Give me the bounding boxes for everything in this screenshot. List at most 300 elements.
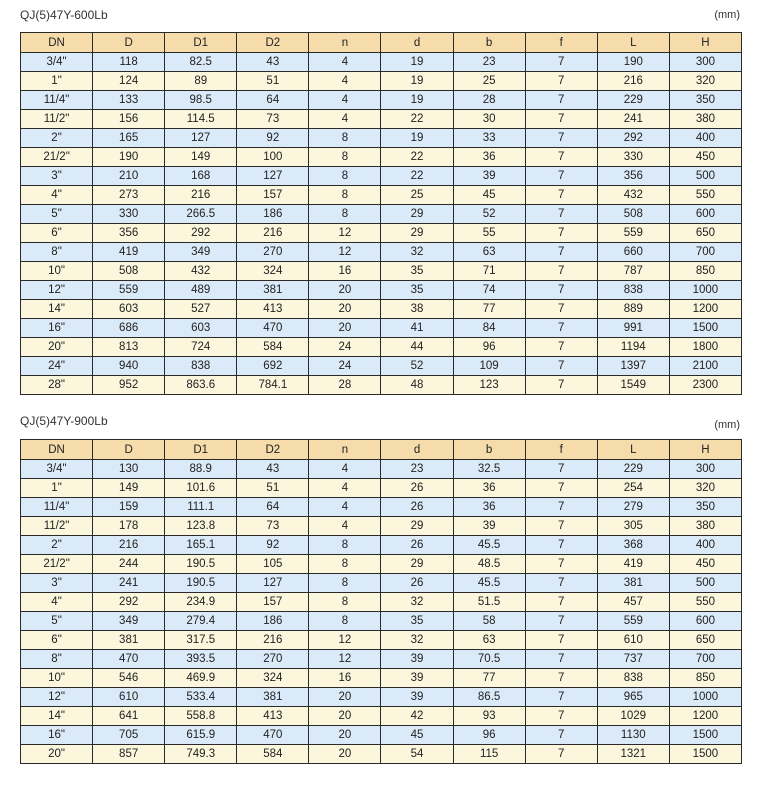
cell-dn: 5"	[21, 205, 93, 224]
table-row	[21, 262, 742, 281]
cell-d: 244	[93, 555, 165, 574]
cell-d1: 317.5	[165, 631, 237, 650]
cell-dn: 12"	[21, 688, 93, 707]
cell-f: 7	[525, 536, 597, 555]
table-row	[21, 688, 742, 707]
cell-n: 20	[309, 726, 381, 745]
cell-dn: 20"	[21, 745, 93, 764]
cell-d1: 168	[165, 167, 237, 186]
cell-d1: 393.5	[165, 650, 237, 669]
table-row	[21, 300, 742, 319]
cell-d2: 157	[237, 593, 309, 612]
cell-h: 700	[669, 650, 741, 669]
cell-dn: 5"	[21, 612, 93, 631]
cell-b: 36	[453, 498, 525, 517]
cell-d: 22	[381, 110, 453, 129]
table-header-row	[21, 440, 742, 460]
cell-d: 22	[381, 148, 453, 167]
cell-d: 349	[93, 612, 165, 631]
column-header-l: L	[597, 33, 669, 53]
cell-f: 7	[525, 53, 597, 72]
cell-d1: 838	[165, 357, 237, 376]
cell-f: 7	[525, 72, 597, 91]
cell-f: 7	[525, 243, 597, 262]
cell-b: 93	[453, 707, 525, 726]
cell-d: 165	[93, 129, 165, 148]
cell-dn: 4"	[21, 186, 93, 205]
cell-d: 610	[93, 688, 165, 707]
cell-d1: 216	[165, 186, 237, 205]
table-row	[21, 53, 742, 72]
cell-d1: 469.9	[165, 669, 237, 688]
column-header-n: n	[309, 33, 381, 53]
cell-l: 279	[597, 498, 669, 517]
cell-dn: 3/4"	[21, 460, 93, 479]
cell-d2: 157	[237, 186, 309, 205]
cell-l: 660	[597, 243, 669, 262]
cell-b: 32.5	[453, 460, 525, 479]
cell-h: 500	[669, 574, 741, 593]
cell-n: 20	[309, 745, 381, 764]
cell-l: 292	[597, 129, 669, 148]
cell-d: 35	[381, 612, 453, 631]
cell-d: 22	[381, 167, 453, 186]
cell-d2: 413	[237, 707, 309, 726]
cell-l: 610	[597, 631, 669, 650]
cell-d: 546	[93, 669, 165, 688]
cell-d: 292	[93, 593, 165, 612]
table-row	[21, 91, 742, 110]
cell-f: 7	[525, 167, 597, 186]
table-row	[21, 376, 742, 395]
cell-d1: 558.8	[165, 707, 237, 726]
cell-d2: 413	[237, 300, 309, 319]
cell-l: 1321	[597, 745, 669, 764]
cell-dn: 6"	[21, 224, 93, 243]
table-row	[21, 357, 742, 376]
cell-d: 686	[93, 319, 165, 338]
cell-f: 7	[525, 745, 597, 764]
cell-d: 26	[381, 498, 453, 517]
cell-d: 381	[93, 631, 165, 650]
spec-table-600lb	[20, 32, 742, 395]
cell-b: 39	[453, 517, 525, 536]
column-header-b: b	[453, 440, 525, 460]
cell-d: 356	[93, 224, 165, 243]
cell-f: 7	[525, 631, 597, 650]
cell-d: 44	[381, 338, 453, 357]
cell-d1: 349	[165, 243, 237, 262]
cell-l: 508	[597, 205, 669, 224]
cell-d2: 470	[237, 319, 309, 338]
cell-l: 305	[597, 517, 669, 536]
cell-f: 7	[525, 186, 597, 205]
cell-h: 1200	[669, 300, 741, 319]
cell-d1: 533.4	[165, 688, 237, 707]
cell-l: 965	[597, 688, 669, 707]
cell-n: 4	[309, 498, 381, 517]
cell-d: 39	[381, 688, 453, 707]
cell-h: 300	[669, 53, 741, 72]
table-row	[21, 110, 742, 129]
cell-dn: 16"	[21, 319, 93, 338]
cell-l: 838	[597, 669, 669, 688]
cell-d: 241	[93, 574, 165, 593]
cell-d: 19	[381, 72, 453, 91]
cell-d: 42	[381, 707, 453, 726]
cell-n: 20	[309, 688, 381, 707]
cell-d: 32	[381, 593, 453, 612]
cell-b: 48.5	[453, 555, 525, 574]
cell-f: 7	[525, 148, 597, 167]
cell-f: 7	[525, 650, 597, 669]
cell-f: 7	[525, 205, 597, 224]
cell-dn: 28"	[21, 376, 93, 395]
cell-d: 38	[381, 300, 453, 319]
cell-f: 7	[525, 517, 597, 536]
cell-d2: 216	[237, 631, 309, 650]
cell-dn: 3"	[21, 167, 93, 186]
cell-n: 4	[309, 479, 381, 498]
cell-h: 1000	[669, 688, 741, 707]
cell-d2: 186	[237, 205, 309, 224]
cell-dn: 8"	[21, 650, 93, 669]
cell-n: 12	[309, 631, 381, 650]
cell-d1: 527	[165, 300, 237, 319]
cell-dn: 11/4"	[21, 498, 93, 517]
cell-n: 4	[309, 110, 381, 129]
cell-dn: 11/4"	[21, 91, 93, 110]
cell-d2: 64	[237, 91, 309, 110]
cell-n: 4	[309, 460, 381, 479]
cell-d1: 127	[165, 129, 237, 148]
cell-d1: 101.6	[165, 479, 237, 498]
cell-h: 850	[669, 262, 741, 281]
cell-b: 28	[453, 91, 525, 110]
cell-n: 8	[309, 574, 381, 593]
table-row	[21, 593, 742, 612]
cell-d: 25	[381, 186, 453, 205]
cell-f: 7	[525, 555, 597, 574]
cell-d2: 51	[237, 72, 309, 91]
cell-d1: 292	[165, 224, 237, 243]
cell-b: 77	[453, 300, 525, 319]
cell-dn: 21/2"	[21, 555, 93, 574]
column-header-d: D	[93, 440, 165, 460]
cell-d: 149	[93, 479, 165, 498]
cell-d1: 266.5	[165, 205, 237, 224]
cell-h: 320	[669, 479, 741, 498]
cell-h: 600	[669, 205, 741, 224]
cell-d2: 73	[237, 110, 309, 129]
cell-f: 7	[525, 707, 597, 726]
cell-h: 1500	[669, 745, 741, 764]
cell-d: 559	[93, 281, 165, 300]
cell-b: 96	[453, 338, 525, 357]
cell-d: 26	[381, 536, 453, 555]
cell-d1: 89	[165, 72, 237, 91]
cell-h: 1500	[669, 726, 741, 745]
table-row	[21, 536, 742, 555]
cell-b: 23	[453, 53, 525, 72]
table-row	[21, 726, 742, 745]
cell-h: 700	[669, 243, 741, 262]
cell-dn: 10"	[21, 262, 93, 281]
cell-d1: 279.4	[165, 612, 237, 631]
cell-d1: 82.5	[165, 53, 237, 72]
cell-f: 7	[525, 612, 597, 631]
cell-f: 7	[525, 300, 597, 319]
cell-d1: 190.5	[165, 574, 237, 593]
cell-d: 216	[93, 536, 165, 555]
cell-b: 63	[453, 631, 525, 650]
cell-h: 550	[669, 186, 741, 205]
cell-d: 603	[93, 300, 165, 319]
table-row	[21, 129, 742, 148]
table-row	[21, 498, 742, 517]
column-header-d1: D1	[165, 440, 237, 460]
cell-d1: 432	[165, 262, 237, 281]
cell-d: 124	[93, 72, 165, 91]
cell-h: 2300	[669, 376, 741, 395]
cell-b: 63	[453, 243, 525, 262]
cell-l: 1549	[597, 376, 669, 395]
cell-d1: 149	[165, 148, 237, 167]
cell-h: 400	[669, 536, 741, 555]
table-row	[21, 205, 742, 224]
column-header-f: f	[525, 33, 597, 53]
cell-d2: 324	[237, 262, 309, 281]
cell-d1: 724	[165, 338, 237, 357]
cell-d: 705	[93, 726, 165, 745]
cell-l: 419	[597, 555, 669, 574]
cell-l: 432	[597, 186, 669, 205]
cell-n: 16	[309, 669, 381, 688]
cell-d2: 324	[237, 669, 309, 688]
cell-l: 241	[597, 110, 669, 129]
column-header-h: H	[669, 440, 741, 460]
cell-n: 4	[309, 91, 381, 110]
cell-d2: 64	[237, 498, 309, 517]
table-row	[21, 281, 742, 300]
cell-n: 12	[309, 650, 381, 669]
cell-n: 8	[309, 536, 381, 555]
cell-d2: 127	[237, 167, 309, 186]
cell-n: 12	[309, 243, 381, 262]
cell-l: 254	[597, 479, 669, 498]
cell-dn: 11/2"	[21, 517, 93, 536]
cell-n: 8	[309, 167, 381, 186]
cell-d: 29	[381, 517, 453, 536]
column-header-d2: D2	[237, 440, 309, 460]
spec-table-900lb	[20, 439, 742, 764]
cell-l: 1397	[597, 357, 669, 376]
cell-d2: 92	[237, 536, 309, 555]
cell-h: 380	[669, 110, 741, 129]
cell-d2: 470	[237, 726, 309, 745]
table-header-row	[21, 33, 742, 53]
cell-d1: 749.3	[165, 745, 237, 764]
cell-f: 7	[525, 593, 597, 612]
cell-d: 32	[381, 631, 453, 650]
cell-n: 20	[309, 319, 381, 338]
cell-d: 952	[93, 376, 165, 395]
cell-h: 850	[669, 669, 741, 688]
cell-h: 550	[669, 593, 741, 612]
cell-b: 58	[453, 612, 525, 631]
cell-d: 190	[93, 148, 165, 167]
cell-d: 273	[93, 186, 165, 205]
cell-dn: 4"	[21, 593, 93, 612]
cell-l: 190	[597, 53, 669, 72]
cell-n: 8	[309, 129, 381, 148]
cell-d2: 127	[237, 574, 309, 593]
cell-d: 156	[93, 110, 165, 129]
cell-dn: 14"	[21, 707, 93, 726]
cell-d1: 234.9	[165, 593, 237, 612]
cell-d: 54	[381, 745, 453, 764]
cell-n: 8	[309, 148, 381, 167]
cell-h: 350	[669, 498, 741, 517]
cell-f: 7	[525, 460, 597, 479]
cell-d2: 216	[237, 224, 309, 243]
cell-d: 39	[381, 650, 453, 669]
cell-d1: 165.1	[165, 536, 237, 555]
cell-d: 470	[93, 650, 165, 669]
cell-d: 29	[381, 555, 453, 574]
cell-h: 380	[669, 517, 741, 536]
cell-d: 133	[93, 91, 165, 110]
cell-f: 7	[525, 669, 597, 688]
cell-d: 23	[381, 460, 453, 479]
cell-d: 178	[93, 517, 165, 536]
cell-b: 84	[453, 319, 525, 338]
cell-d1: 603	[165, 319, 237, 338]
column-header-h: H	[669, 33, 741, 53]
cell-d: 159	[93, 498, 165, 517]
cell-n: 4	[309, 72, 381, 91]
column-header-l: L	[597, 440, 669, 460]
cell-d2: 381	[237, 688, 309, 707]
cell-f: 7	[525, 479, 597, 498]
cell-h: 350	[669, 91, 741, 110]
cell-d: 330	[93, 205, 165, 224]
cell-d: 19	[381, 91, 453, 110]
cell-d: 813	[93, 338, 165, 357]
table-row	[21, 167, 742, 186]
column-header-d: d	[381, 440, 453, 460]
cell-l: 889	[597, 300, 669, 319]
table-row	[21, 338, 742, 357]
cell-l: 229	[597, 91, 669, 110]
table-900lb-unit: (mm)	[714, 419, 740, 431]
cell-dn: 21/2"	[21, 148, 93, 167]
cell-b: 45	[453, 186, 525, 205]
cell-d: 508	[93, 262, 165, 281]
table-row	[21, 460, 742, 479]
cell-b: 33	[453, 129, 525, 148]
cell-d: 48	[381, 376, 453, 395]
cell-d2: 270	[237, 650, 309, 669]
cell-d2: 186	[237, 612, 309, 631]
cell-n: 28	[309, 376, 381, 395]
cell-l: 356	[597, 167, 669, 186]
column-header-d: D	[93, 33, 165, 53]
cell-d2: 51	[237, 479, 309, 498]
cell-l: 559	[597, 612, 669, 631]
table-row	[21, 612, 742, 631]
cell-b: 70.5	[453, 650, 525, 669]
cell-b: 52	[453, 205, 525, 224]
cell-h: 320	[669, 72, 741, 91]
table-row	[21, 72, 742, 91]
cell-l: 1130	[597, 726, 669, 745]
cell-d: 210	[93, 167, 165, 186]
cell-f: 7	[525, 498, 597, 517]
cell-d2: 73	[237, 517, 309, 536]
cell-f: 7	[525, 129, 597, 148]
cell-b: 51.5	[453, 593, 525, 612]
cell-b: 55	[453, 224, 525, 243]
column-header-dn: DN	[21, 33, 93, 53]
cell-b: 36	[453, 479, 525, 498]
table-row	[21, 517, 742, 536]
cell-d1: 98.5	[165, 91, 237, 110]
cell-d2: 43	[237, 53, 309, 72]
cell-dn: 2"	[21, 536, 93, 555]
cell-d2: 92	[237, 129, 309, 148]
table-row	[21, 669, 742, 688]
column-header-n: n	[309, 440, 381, 460]
cell-h: 450	[669, 555, 741, 574]
cell-l: 216	[597, 72, 669, 91]
column-header-d: d	[381, 33, 453, 53]
cell-f: 7	[525, 688, 597, 707]
cell-f: 7	[525, 338, 597, 357]
cell-f: 7	[525, 726, 597, 745]
cell-dn: 6"	[21, 631, 93, 650]
table-row	[21, 650, 742, 669]
cell-b: 45.5	[453, 574, 525, 593]
cell-d: 35	[381, 262, 453, 281]
cell-d: 29	[381, 205, 453, 224]
cell-h: 1800	[669, 338, 741, 357]
cell-dn: 2"	[21, 129, 93, 148]
cell-dn: 3/4"	[21, 53, 93, 72]
table-row	[21, 479, 742, 498]
cell-d: 29	[381, 224, 453, 243]
cell-n: 24	[309, 338, 381, 357]
cell-d: 41	[381, 319, 453, 338]
cell-d: 641	[93, 707, 165, 726]
cell-h: 450	[669, 148, 741, 167]
cell-d: 130	[93, 460, 165, 479]
cell-d1: 615.9	[165, 726, 237, 745]
cell-n: 24	[309, 357, 381, 376]
cell-d: 35	[381, 281, 453, 300]
cell-dn: 1"	[21, 479, 93, 498]
table-row	[21, 574, 742, 593]
cell-dn: 10"	[21, 669, 93, 688]
cell-dn: 3"	[21, 574, 93, 593]
cell-d2: 584	[237, 745, 309, 764]
cell-h: 2100	[669, 357, 741, 376]
cell-dn: 1"	[21, 72, 93, 91]
cell-l: 1029	[597, 707, 669, 726]
cell-d2: 692	[237, 357, 309, 376]
cell-dn: 14"	[21, 300, 93, 319]
cell-b: 109	[453, 357, 525, 376]
